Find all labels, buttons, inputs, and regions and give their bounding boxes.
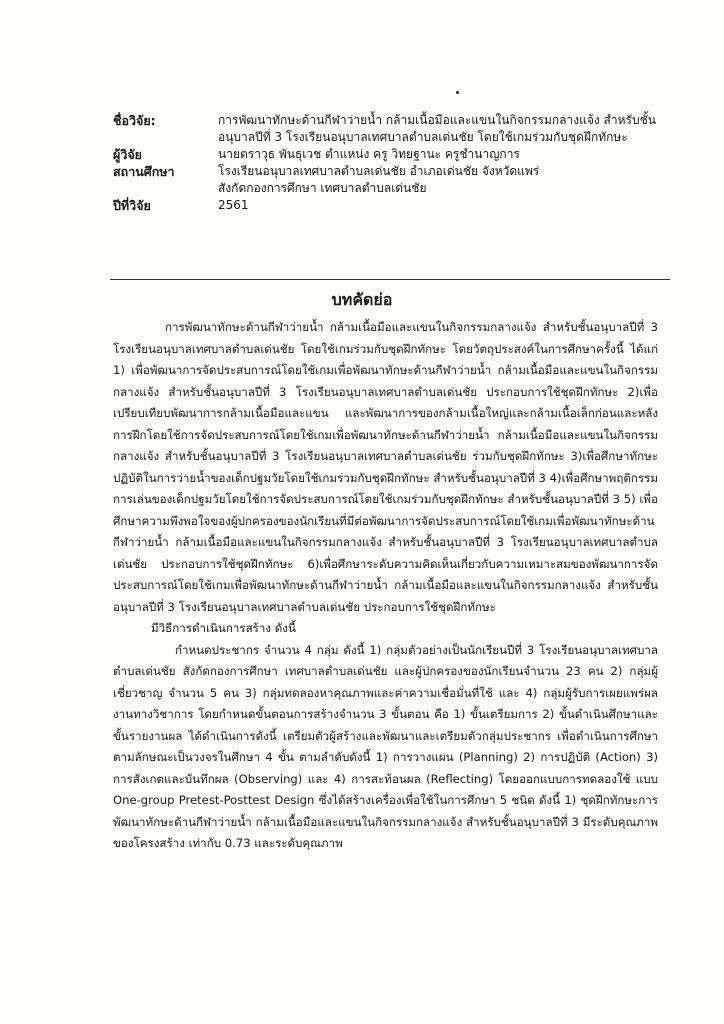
abstract-body [113, 317, 658, 855]
research-info [113, 112, 673, 214]
abstract-paragraph-2: กำหนดประชากร จำนวน 4 กลุ่ม ดังนี้ 1) กลุ่มตัวอย่างเป็นนักเรียนปีที่ 3 โรงเรียนอนุบาลเทศบาลตำบลเด่นชัย สังกัดกองการศึกษา เทศบาลตำบลเด่นชัย และผู้ปกครองของนักเรียนจำนวน 23 คน 2) กลุ่มผู้เชี่ยวชาญ จำนวน 5 คน 3) กลุ่มทดลองหาคุณภาพและค่าความเชื่อมั่นที่ใช้ และ 4) กลุ่มผู้รับการเผยแพร่ผลงานทางวิชาการ โดยกำหนดขั้นตอนการสร้างจำนวน 3 ขั้นตอน คือ 1) ขั้นเตรียมการ 2) ขั้นดำเนินศึกษาและขั้นรายงานผล ได้ดำเนินการดังนี้ เตรียมตัวผู้สร้างและพัฒนาและเตรียมตัวกลุ่มประชากร เพื่อดำเนินการศึกษาตามลักษณะเป็นวงจรในศึกษา 4 ขั้น ตามลำดับดังนี้ 1) การวางแผน (Planning) 2) การปฏิบัติ (Action) 3) การสังเกตและบันทึกผล (Observing) และ 4) การสะท้อนผล (Reflecting) โดยออกแบบการทดลองใช้ แบบ One-group Pretest-Posttest Design ซึ่งได้สร้างเครื่องเพื่อใช้ในการศึกษา 5 ชนิด ดังนี้ 1) ชุดฝึกทักษะการพัฒนาทักษะด้านกีฬาว่ายน้ำ กล้ามเนื้อมือและแขนในกิจกรรมกลางแจ้ง สำหรับชั้นอนุบาลปีที่ 3 มีระดับคุณภาพของโครงสร้าง เท่ากับ 0.73 และระดับคุณภาพ [113, 642, 658, 850]
method-title: มีวิธีการดำเนินการสร้าง ดังนี้ [151, 621, 296, 635]
year-row [113, 197, 673, 214]
researcher-value: นายตราวุธ พันธุเวช ตำแหน่ง ครู วิทยฐานะ ครูชำนาญการ [218, 147, 520, 161]
year-label: ปีที่วิจัย [113, 198, 151, 213]
school-row [113, 163, 673, 197]
stray-mark [456, 91, 459, 94]
year-value: 2561 [218, 198, 249, 212]
abstract-paragraph-1: การพัฒนาทักษะด้านกีฬาว่ายน้ำ กล้ามเนื้อมือและแขนในกิจกรรมกลางแจ้ง สำหรับชั้นอนุบาลปีที่ 3 โรงเรียนอนุบาลเทศบาลตำบลเด่นชัย โดยใช้เกมร่วมกับชุดฝึกทักษะ โดยวัตถุประสงค์ในการศึกษาครั้งนี้ ได้แก่ 1) เพื่อพัฒนาการจัดประสบการณ์โดยใช้เกมเพื่อพัฒนาทักษะด้านกีฬาว่ายน้ำ กล้ามเนื้อมือและแขนในกิจกรรมกลางแจ้ง สำหรับชั้นอนุบาลปีที่ 3 โรงเรียนอนุบาลเทศบาลตำบลเด่นชัย ประกอบการใช้ชุดฝึกทักษะ 2)เพื่อเปรียบเทียบพัฒนาการกล้ามเนื้อมือและแขน และพัฒนาการของกล้ามเนื้อใหญ่และกล้ามเนื้อเล็กก่อนและหลังการฝึกโดยใช้การจัดประสบการณ์โดยใช้เกมเพื่อพัฒนาทักษะด้านกีฬาว่ายน้ำ กล้ามเนื้อมือและแขนในกิจกรรมกลางแจ้ง สำหรับชั้นอนุบาลปีที่ 3 โรงเรียนอนุบาลเทศบาลตำบลเด่นชัย ร่วมกับชุดฝึกทักษะ 3)เพื่อศึกษาทักษะปฏิบัติในการว่ายน้ำของเด็กปฐมวัยโดยใช้เกมร่วมกับชุดฝึกทักษะ สำหรับชั้นอนุบาลปีที่ 3 4)เพื่อศึกษาพฤติกรรมการเล่นของเด็กปฐมวัยโดยใช้การจัดประสบการณ์โดยใช้เกมร่วมกับชุดฝึกทักษะ สำหรับชั้นอนุบาลปีที่ 3 5) เพื่อศึกษาความพึงพอใจของผู้ปกครองของนักเรียนที่มีต่อพัฒนาการจัดประสบการณ์โดยใช้เกมเพื่อพัฒนาทักษะด้านกีฬาว่ายน้ำ กล้ามเนื้อมือและแขนในกิจกรรมกลางแจ้ง สำหรับชั้นอนุบาลปีที่ 3 โรงเรียนอนุบาลเทศบาลตำบลเด่นชัย ประกอบการใช้ชุดฝึกทักษะ 6)เพื่อศึกษาระดับความคิดเห็นเกี่ยวกับความเหมาะสมของพัฒนาการจัดประสบการณ์โดยใช้เกมเพื่อพัฒนาทักษะด้านกีฬาว่ายน้ำ กล้ามเนื้อมือและแขนในกิจกรรมกลางแจ้ง สำหรับชั้นอนุบาลปีที่ 3 โรงเรียนอนุบาลเทศบาลตำบลเด่นชัย ประกอบการใช้ชุดฝึกทักษะ [113, 320, 658, 614]
title-row [113, 112, 673, 146]
school-value: โรงเรียนอนุบาลเทศบาลตำบลเด่นชัย อำเภอเด่นชัย จังหวัดแพร่ สังกัดกองการศึกษา เทศบาลตำบลเด่นชัย [218, 164, 540, 195]
school-label: สถานศึกษา [113, 164, 175, 179]
title-label: ชื่อวิจัย: [113, 113, 156, 128]
researcher-row [113, 146, 673, 163]
abstract-heading: บทคัดย่อ [331, 290, 393, 309]
divider-line [110, 279, 670, 280]
title-value: การพัฒนาทักษะด้านกีฬาว่ายน้ำ กล้ามเนื้อมือและแขนในกิจกรรมกลางแจ้ง สำหรับชั้นอนุบาลปีที่ 3 โรงเรียนอนุบาลเทศบาลตำบลเด่นชัย โดยใช้เกมร่วมกับชุดฝึกทักษะ [218, 113, 656, 144]
researcher-label: ผู้วิจัย [113, 147, 142, 162]
